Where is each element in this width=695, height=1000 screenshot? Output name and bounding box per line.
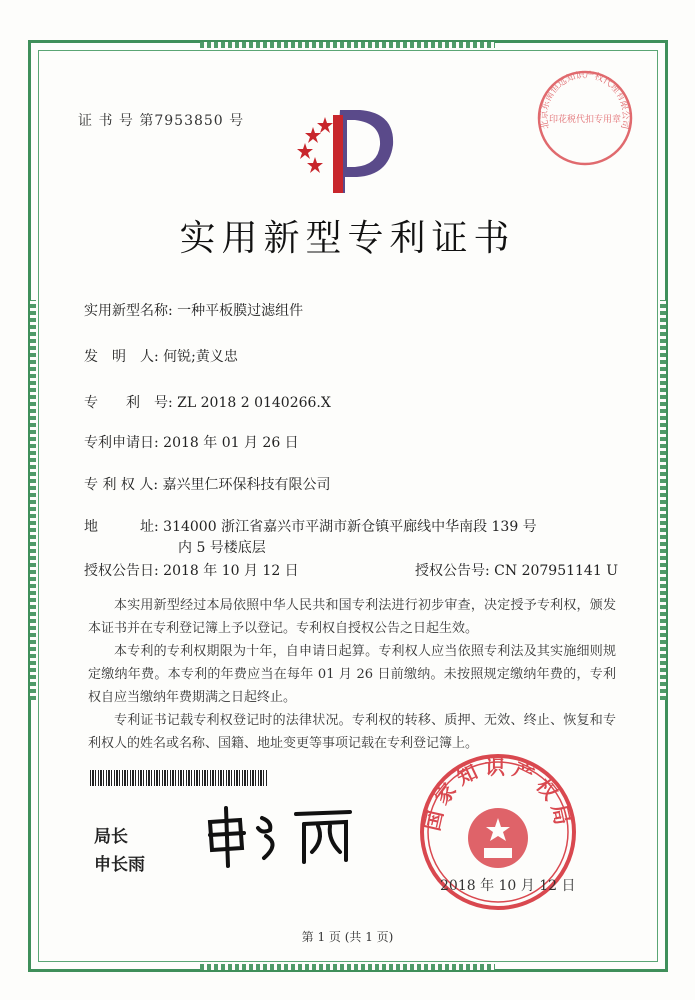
body-paragraph: 本实用新型经过本局依照中华人民共和国专利法进行初步审查，决定授予专利权，颁发本证书并在专利登记簿上予以登记。专利权自授权公告之日起生效。 (88, 598, 616, 636)
barcode (90, 770, 268, 786)
seal-text: 国家知识产权局 (420, 754, 576, 833)
field-value: 一种平板膜过滤组件 (177, 303, 304, 319)
field-value: 嘉兴里仁环保科技有限公司 (162, 477, 331, 493)
field-value: 何锐;黄义忠 (163, 349, 238, 365)
field-label: 专 利 权 人: (84, 477, 159, 493)
grant-number-field (415, 560, 618, 580)
inventor-field (84, 346, 238, 366)
grant-date-field (84, 560, 299, 580)
field-label: 发 明 人: (84, 349, 159, 365)
seal-center-text: 印花税代扣专用章 (548, 115, 622, 125)
certificate-title: 实用新型专利证书 (179, 218, 516, 259)
bottom-ornament (200, 964, 495, 970)
utility-model-name-field (84, 300, 303, 320)
body-paragraph: 本专利的专利权期限为十年，自申请日起算。专利权人应当依照专利法及其实施细则规定缴纳年费。本专利的年费应当在每年 01 月 26 日前缴纳。未按照规定缴纳年费的，专利权自应当缴纳年费期满之日起终止。 (88, 644, 616, 705)
application-date-field (84, 432, 299, 452)
field-label: 实用新型名称: (84, 303, 173, 319)
left-ornament (30, 300, 36, 700)
field-label: 授权公告日: (84, 563, 159, 579)
field-value: 2018 年 01 月 26 日 (163, 435, 299, 451)
address-field (84, 516, 537, 536)
field-value: ZL 2018 2 0140266.X (177, 395, 331, 411)
field-value: CN 207951141 U (494, 563, 618, 579)
field-label: 授权公告号: (415, 563, 490, 579)
field-label: 地 址: (84, 519, 159, 535)
top-ornament (200, 42, 495, 48)
certificate-body (88, 594, 616, 755)
director-signature (200, 800, 360, 870)
certificate-number: 证 书 号 第7953850 号 (78, 113, 245, 129)
director-name: 申长雨 (94, 855, 145, 875)
agency-tax-seal (535, 68, 635, 168)
seal-date: 2018 年 10 月 12 日 (440, 878, 576, 894)
director-title: 局长 (94, 827, 128, 847)
field-value: 2018 年 10 月 12 日 (163, 563, 299, 579)
field-label: 专利申请日: (84, 435, 159, 451)
body-paragraph: 专利证书记载专利权登记时的法律状况。专利权的转移、质押、无效、终止、恢复和专利权人的姓名或名称、国籍、地址变更等事项记载在专利登记簿上。 (88, 713, 616, 751)
right-ornament (660, 300, 666, 700)
patent-number-field (84, 392, 331, 412)
field-value: 314000 浙江省嘉兴市平湖市新仓镇平廊线中华南段 139 号 (163, 519, 537, 535)
seal-text: 北京东南恒远知识产权代理有限公司 (539, 70, 631, 130)
address-field-line2: 内 5 号楼底层 (178, 540, 266, 556)
patent-office-logo-icon (285, 105, 405, 195)
patentee-field (84, 474, 331, 494)
page-number: 第 1 页 (共 1 页) (301, 930, 394, 944)
field-label: 专 利 号: (84, 395, 173, 411)
